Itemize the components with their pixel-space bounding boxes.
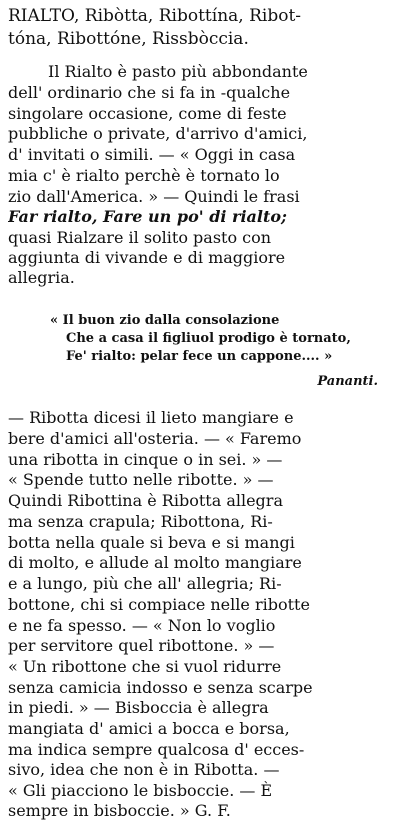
- para1-line: mia c' è rialto perchè è tornato lo: [8, 166, 280, 185]
- para2-line: mangiata d' amici a bocca e borsa,: [8, 719, 290, 738]
- para2-line: ma indica sempre qualcosa d' ecces-: [8, 740, 305, 759]
- para2-line: bere d'amici all'osteria. — « Faremo: [8, 429, 302, 448]
- para2-line: e ne fa spesso. — « Non lo voglio: [8, 616, 276, 635]
- para1-line: Far rialto, Fare un po' di rialto;: [8, 207, 287, 226]
- para1-line: aggiunta di vivande e di maggiore: [8, 248, 286, 267]
- para2-line: sivo, idea che non è in Ribotta. —: [8, 760, 280, 779]
- para2-line: di molto, e allude al molto mangiare: [8, 553, 302, 572]
- quote-author: Pananti.: [317, 374, 378, 389]
- para2-line: senza camicia indosso e senza scarpe: [8, 678, 313, 697]
- para2-line: « Un ribottone che si vuol ridurre: [8, 657, 282, 676]
- para2-line: ma senza crapula; Ribottona, Ri-: [8, 512, 273, 531]
- entry-heading-line-1: RIALTO, Ribòtta, Ribottína, Ribot-: [8, 6, 302, 26]
- para2-line: « Gli piacciono le bisboccie. — È: [8, 781, 273, 800]
- para1-line: pubbliche o private, d'arrivo d'amici,: [8, 124, 308, 143]
- para2-line: e a lungo, più che all' allegria; Ri-: [8, 574, 282, 593]
- para2-line: botta nella quale si beva e si mangi: [8, 533, 295, 552]
- para2-line: Quindi Ribottina è Ribotta allegra: [8, 491, 283, 510]
- quote-line: « Il buon zio dalla consolazione: [50, 313, 280, 328]
- para2-line: sempre in bisboccie. » G. F.: [8, 801, 231, 820]
- para1-line: singolare occasione, come di feste: [8, 104, 287, 123]
- para1-line: d' invitati o simili. — « Oggi in casa: [8, 145, 296, 164]
- para2-line: bottone, chi si compiace nelle ribotte: [8, 595, 310, 614]
- para2-line: — Ribotta dicesi il lieto mangiare e: [8, 408, 294, 427]
- para2-line: « Spende tutto nelle ribotte. » —: [8, 470, 274, 489]
- para1-line: quasi Rialzare il solito pasto con: [8, 228, 272, 247]
- para1-line: allegria.: [8, 268, 75, 287]
- para1-line: Il Rialto è pasto più abbondante: [48, 62, 308, 81]
- entry-heading-line-2: tóna, Ribottóne, Rissbòccia.: [8, 29, 249, 49]
- para2-line: per servitore quel ribottone. » —: [8, 636, 275, 655]
- para1-line: dell' ordinario che si fa in -qualche: [8, 83, 291, 102]
- quote-line: Fe' rialto: pelar fece un cappone.... »: [66, 349, 333, 364]
- para2-line: una ribotta in cinque o in sei. » —: [8, 450, 283, 469]
- para2-line: in piedi. » — Bisboccia è allegra: [8, 698, 269, 717]
- quote-line: Che a casa il figliuol prodigo è tornato,: [66, 331, 351, 346]
- para1-line: zio dall'America. » — Quindi le frasi: [8, 187, 300, 206]
